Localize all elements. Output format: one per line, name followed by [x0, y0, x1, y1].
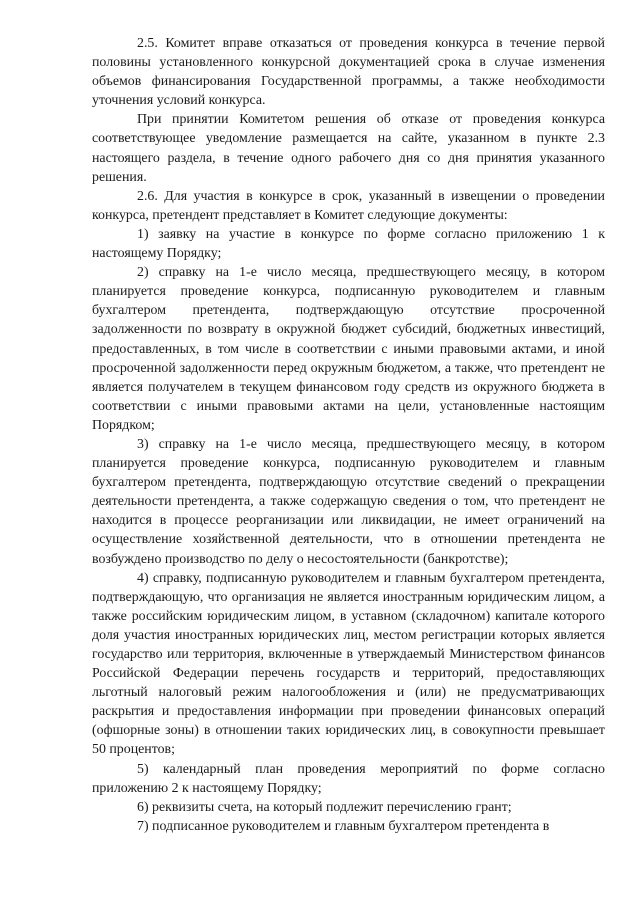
paragraph-refusal-notice: При принятии Комитетом решения об отказе от проведения конкурса соответствующее уведомление размещается на сайте, указанном в пункте 2.3 настоящего раздела, в течение одного рабочего дня со дня принятия указанного решения.	[92, 112, 605, 185]
list-item-4: 4) справку, подписанную руководителем и главным бухгалтером претендента, подтверждающую, что организация не является иностранным юридическим лицом, а также российским юридическим лицом, в уставном (складочном) капитале которого доля участия иностранных юридических лиц, местом регистрации которых является государство или территория, включенные в утверждаемый Министерством финансов Российской Федерации перечень государств и территорий, предоставляющих льготный налоговый режим налогообложения и (или) не предусматривающих раскрытия и предоставления информации при проведении финансовых операций (офшорные зоны) в отношении таких юридических лиц, в совокупности превышает 50 процентов;	[92, 570, 605, 758]
list-item-7: 7) подписанное руководителем и главным бухгалтером претендента в	[137, 818, 550, 834]
paragraph-2-5: 2.5. Комитет вправе отказаться от проведения конкурса в течение первой половины установленного конкурсной документацией срока в случае изменения объемов финансирования Государственной программы, а также необходимости уточнения условий конкурса.	[92, 36, 605, 109]
list-item-5: 5) календарный план проведения мероприятий по форме согласно приложению 2 к настоящему Порядку;	[92, 761, 605, 796]
list-item-6: 6) реквизиты счета, на который подлежит перечислению грант;	[137, 799, 512, 815]
document-page	[92, 34, 605, 836]
paragraph-2-6: 2.6. Для участия в конкурсе в срок, указанный в извещении о проведении конкурса, претендент представляет в Комитет следующие документы:	[92, 188, 605, 223]
list-item-2: 2) справку на 1-е число месяца, предшествующего месяцу, в котором планируется проведение конкурса, подписанную руководителем и главным бухгалтером претендента, подтверждающую отсутствие просроченной задолженности по возврату в окружной бюджет субсидий, бюджетных инвестиций, предоставленных, в том числе в соответствии с иными правовыми актами, и иной просроченной задолженности перед окружным бюджетом, а также, что претендент не является получателем в текущем финансовом году средств из окружного бюджета в соответствии с иными правовыми актами на цели, установленные настоящим Порядком;	[92, 265, 605, 433]
list-item-1: 1) заявку на участие в конкурсе по форме согласно приложению 1 к настоящему Порядку;	[92, 226, 605, 262]
list-item-3: 3) справку на 1-е число месяца, предшествующего месяцу, в котором планируется проведение конкурса, подписанную руководителем и главным бухгалтером претендента, подтверждающую отсутствие сведений о прекращении деятельности претендента, а также содержащую сведения о том, что претендент не находится в процессе реорганизации или ликвидации, не имеет ограничений на осуществление хозяйственной деятельности, что в отношении претендента не возбуждено производство по делу о несостоятельности (банкротстве);	[92, 436, 605, 567]
